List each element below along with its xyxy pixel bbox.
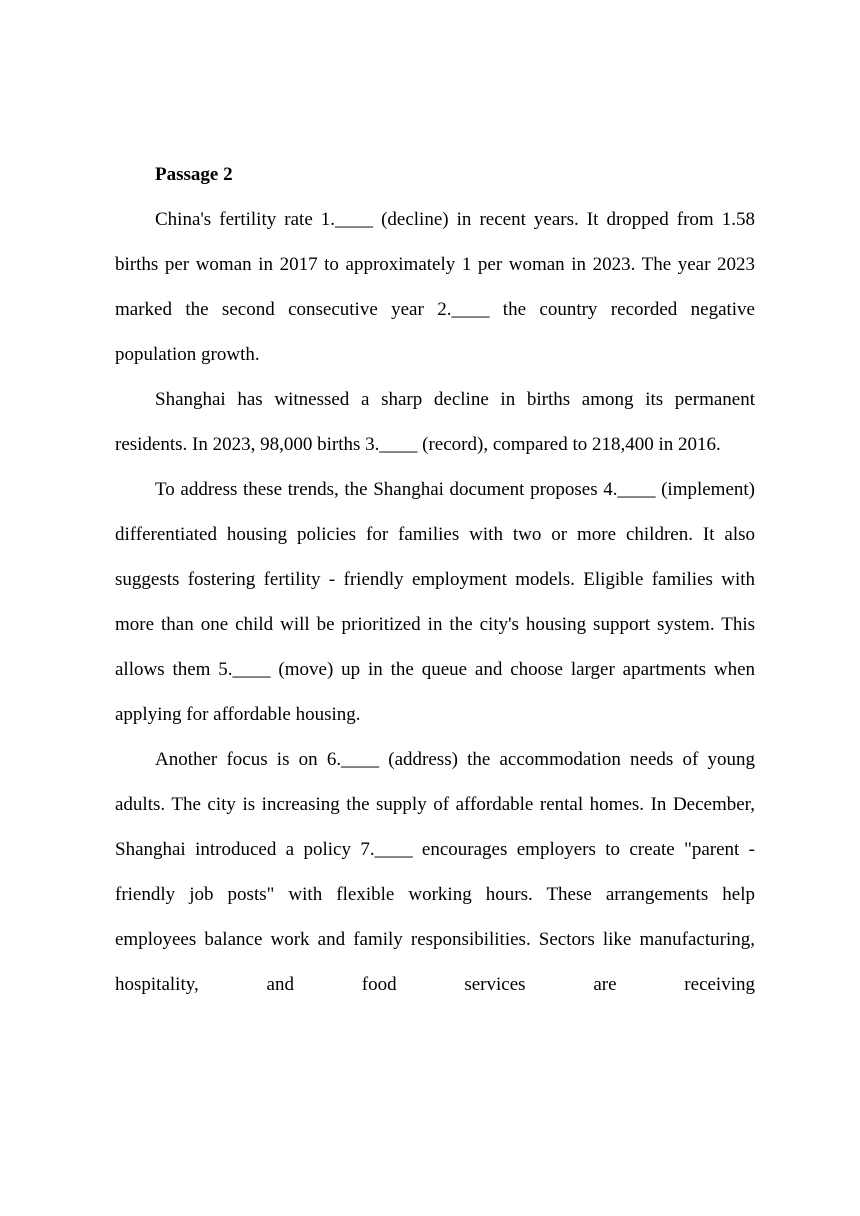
passage-heading: Passage 2 <box>155 164 233 185</box>
paragraph-fertility-rate: China's fertility rate 1.____ (decline) in recent years. It dropped from 1.58 births per woman in 2017 to approximately 1 per woman in 2023. The year 2023 marked the second consecutive year 2.____ the country recorded negative population growth. <box>115 209 755 365</box>
paragraph-young-adults: Another focus is on 6.____ (address) the accommodation needs of young adults. The city is increasing the supply of affordable rental homes. In December, Shanghai introduced a policy 7.____ encourages employers to create "parent - friendly job posts" with flexible working hours. These arrangements help employees balance work and family responsibilities. Sectors like manufacturing, hospitality, and food services are receiving <box>115 749 755 995</box>
paragraph-housing-policies: To address these trends, the Shanghai document proposes 4.____ (implement) differentiated housing policies for families with two or more children. It also suggests fostering fertility - friendly employment models. Eligible families with more than one child will be prioritized in the city's housing support system. This allows them 5.____ (move) up in the queue and choose larger apartments when applying for affordable housing. <box>115 479 755 725</box>
passage-body <box>115 152 755 1007</box>
paragraph-shanghai-births: Shanghai has witnessed a sharp decline in births among its permanent residents. In 2023, 98,000 births 3.____ (record), compared to 218,400 in 2016. <box>115 389 755 455</box>
